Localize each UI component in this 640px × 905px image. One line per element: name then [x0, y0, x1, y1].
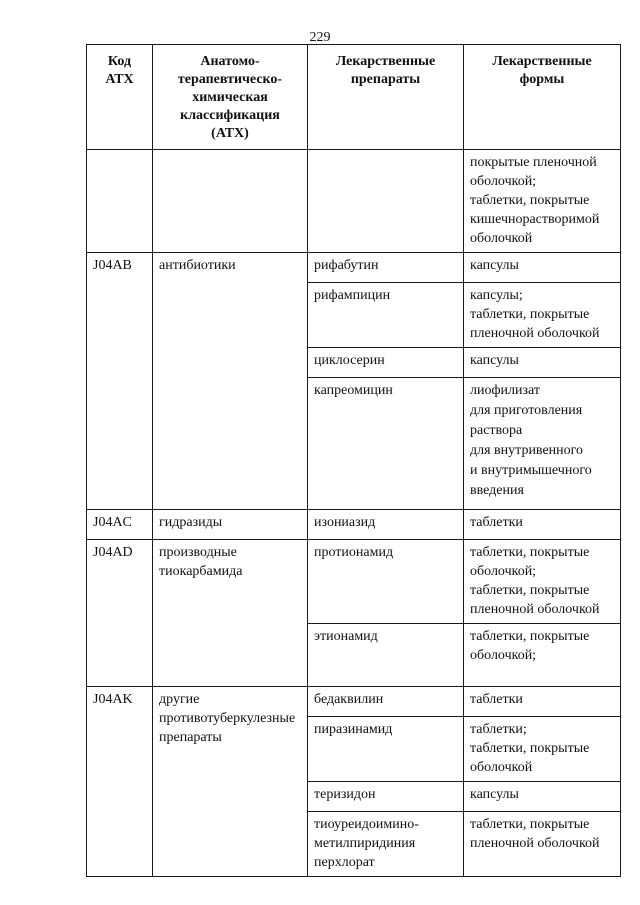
header-atc-classification: Анатомо- терапевтическо- химическая классификация (АТХ) — [153, 45, 308, 150]
cell-atc-code: J04AD — [87, 540, 153, 687]
cell-drug-name: изониазид — [308, 510, 464, 540]
atc-drug-table — [86, 44, 621, 877]
cell-dosage-form: таблетки, покрытые оболочкой; таблетки, покрытые пленочной оболочкой — [464, 540, 621, 624]
page-number: 229 — [309, 30, 331, 45]
table-row-continuation — [87, 150, 621, 253]
cell-drug-name: бедаквилин — [308, 687, 464, 717]
cell-atc-code: J04AC — [87, 510, 153, 540]
table-header-row — [87, 45, 621, 150]
cell-class-empty — [153, 150, 308, 253]
cell-dosage-form: капсулы — [464, 348, 621, 378]
cell-atc-class: антибиотики — [153, 253, 308, 510]
cell-drug-name: теризидон — [308, 782, 464, 812]
header-drugs: Лекарственные препараты — [308, 45, 464, 150]
cell-dosage-form: лиофилизат для приготовления раствора для внутривенного и внутримышечного введения — [464, 378, 621, 510]
cell-drug-name: капреомицин — [308, 378, 464, 510]
table-row — [87, 687, 621, 717]
cell-atc-class: гидразиды — [153, 510, 308, 540]
table-row — [87, 540, 621, 624]
cell-drug-name: протионамид — [308, 540, 464, 624]
cell-dosage-form: таблетки, покрытые оболочкой; — [464, 624, 621, 687]
table-row — [87, 253, 621, 283]
table-row — [87, 510, 621, 540]
cell-form: покрытые пленочной оболочкой; таблетки, покрытые кишечнорастворимой оболочкой — [464, 150, 621, 253]
cell-drug-name: рифампицин — [308, 283, 464, 348]
cell-dosage-form: таблетки; таблетки, покрытые оболочкой — [464, 717, 621, 782]
cell-atc-code: J04AB — [87, 253, 153, 510]
cell-dosage-form: таблетки — [464, 687, 621, 717]
cell-drug-name: этионамид — [308, 624, 464, 687]
cell-dosage-form: капсулы; таблетки, покрытые пленочной оболочкой — [464, 283, 621, 348]
cell-atc-class: другие противотуберкулезные препараты — [153, 687, 308, 877]
cell-drug-name: тиоуреидоимино- метилпиридиния перхлорат — [308, 812, 464, 877]
header-atc-code: Код АТХ — [87, 45, 153, 150]
cell-drug-name: пиразинамид — [308, 717, 464, 782]
cell-code-empty — [87, 150, 153, 253]
cell-dosage-form: капсулы — [464, 253, 621, 283]
cell-dosage-form: капсулы — [464, 782, 621, 812]
cell-dosage-form: таблетки, покрытые пленочной оболочкой — [464, 812, 621, 877]
cell-atc-code: J04AK — [87, 687, 153, 877]
cell-atc-class: производные тиокарбамида — [153, 540, 308, 687]
cell-drug-name: циклосерин — [308, 348, 464, 378]
header-dosage-forms: Лекарственные формы — [464, 45, 621, 150]
cell-dosage-form: таблетки — [464, 510, 621, 540]
cell-drug-name: рифабутин — [308, 253, 464, 283]
cell-drug-empty — [308, 150, 464, 253]
